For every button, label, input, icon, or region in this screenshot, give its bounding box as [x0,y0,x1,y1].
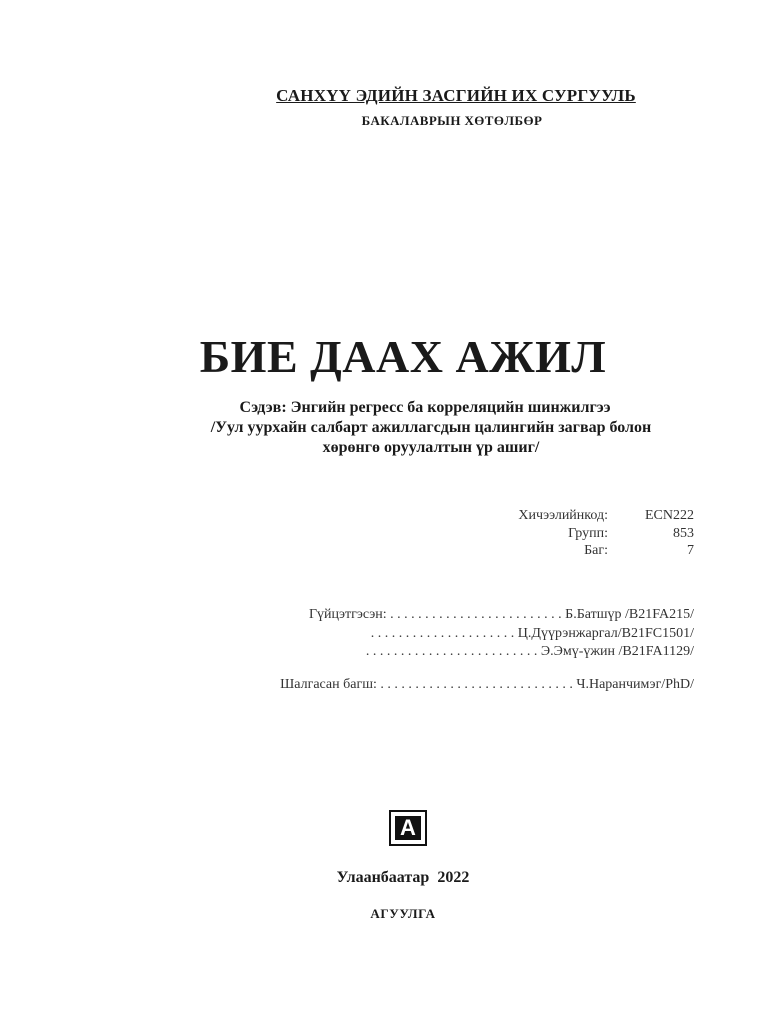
author-line-1: Гүйцэтгэсэн: . . . . . . . . . . . . . . . . . . . . . . . . . Б.Батшүр /B21FA215/ [308,607,694,622]
logo-letter: A [395,816,421,840]
city-year: Улаанбаатар 2022 [336,869,470,886]
program-name: БАКАЛАВРЫН ХӨТӨЛБӨР [361,113,543,128]
course-code-row [400,508,694,526]
group-row [400,526,694,544]
group-label: Групп: [568,526,608,541]
university-name: САНХҮҮ ЭДИЙН ЗАСГИЙН ИХ СУРГУУЛЬ [276,86,636,105]
team-row [400,543,694,561]
team-label: Баг: [584,543,608,558]
team-value: 7 [687,543,694,558]
topic-line-2: /Уул уурхайн салбарт ажиллагсдын цалингийн загвар болон [210,419,652,436]
author-line-2: . . . . . . . . . . . . . . . . . . . . . Ц.Дүүрэнжаргал/B21FC1501/ [370,626,694,641]
group-value: 853 [673,526,694,541]
contents-heading: АГУУЛГА [370,906,436,921]
document-title: БИЕ ДААХ АЖИЛ [199,331,607,382]
topic-line-1: Сэдэв: Энгийн регресс ба корреляцийн шинжилгээ [239,399,611,416]
supervisor-line: Шалгасан багш: . . . . . . . . . . . . . . . . . . . . . . . . . . . . Ч.Наранчимэг/PhD/ [280,677,694,692]
topic-line-3: хөрөнгө оруулалтын үр ашиг/ [322,439,540,456]
publisher-logo [389,810,427,846]
course-code-value: ECN222 [645,508,694,523]
author-line-3: . . . . . . . . . . . . . . . . . . . . . . . . . Э.Эмү-үжин /B21FA1129/ [365,644,694,659]
course-code-label: Хичээлийнкод: [518,508,608,523]
